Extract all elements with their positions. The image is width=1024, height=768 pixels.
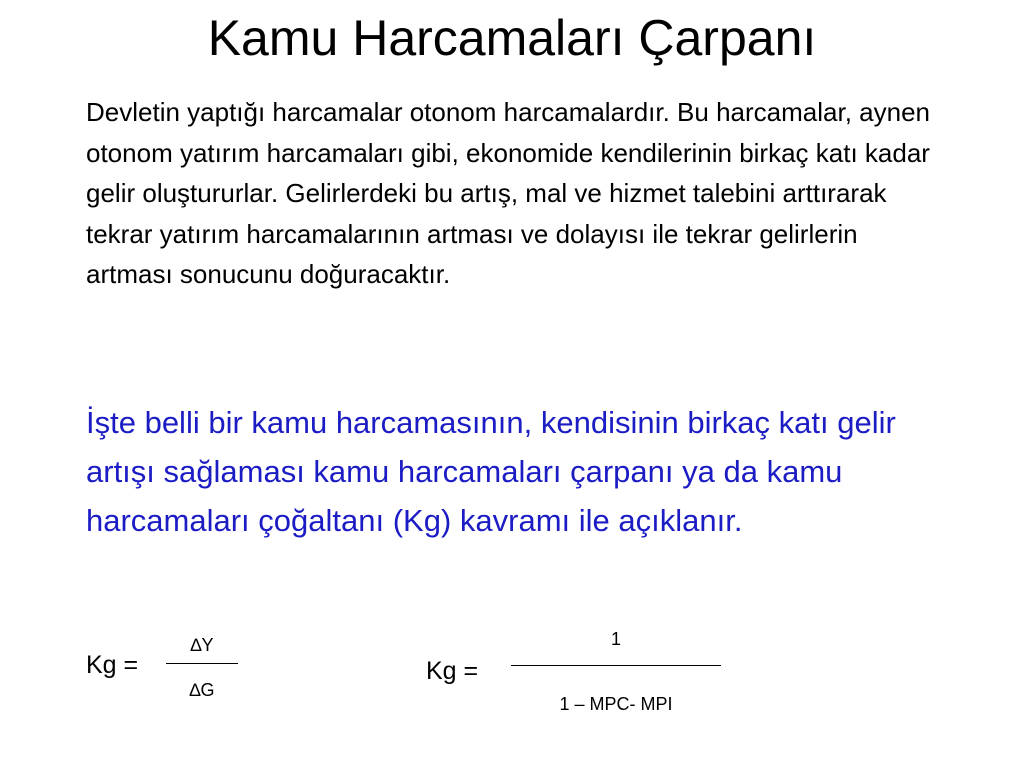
formula-delta-numerator: ∆Y bbox=[190, 635, 214, 655]
slide-title: Kamu Harcamaları Çarpanı bbox=[207, 10, 817, 66]
formula-mpc-denominator: 1 – MPC- MPI bbox=[559, 694, 673, 714]
formula-delta-fraction-line bbox=[166, 663, 238, 664]
highlight-paragraph: İşte belli bir kamu harcamasının, kendisinin birkaç katı gelir artışı sağlaması kamu harcamaları çarpanı ya da kamu harcamaları çoğaltanı (Kg) kavramı ile açıklanır. bbox=[86, 405, 896, 538]
formula-mpc-numerator: 1 bbox=[610, 629, 621, 649]
body-paragraph: Devletin yaptığı harcamalar otonom harcamalardır. Bu harcamalar, aynen otonom yatırım harcamaları gibi, ekonomide kendilerinin birkaç katı kadar gelir oluştururlar. Gelirlerdeki bu artış, mal ve hizmet talebini arttırarak tekrar yatırım harcamalarının artması ve dolayısı ile tekrar gelirlerin artması sonucunu doğuracaktır. bbox=[86, 97, 930, 289]
formula-delta-denominator: ∆G bbox=[189, 680, 215, 700]
formula-mpc-lhs: Kg = bbox=[426, 657, 479, 685]
formula-delta-lhs: Kg = bbox=[86, 651, 139, 679]
formula-mpc-fraction-line bbox=[511, 665, 721, 666]
